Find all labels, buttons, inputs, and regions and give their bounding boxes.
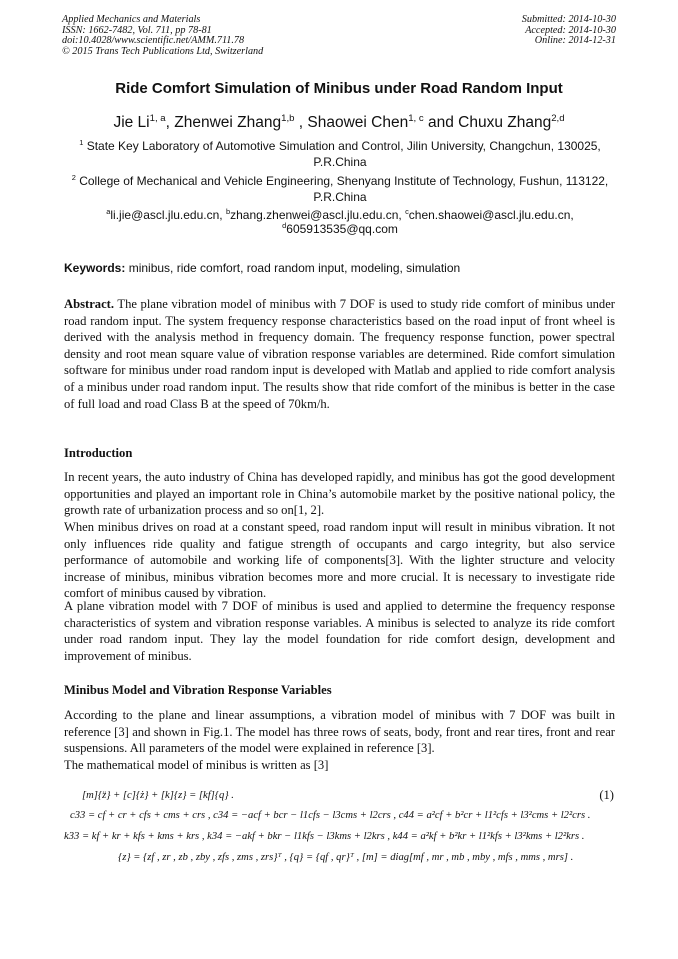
model-intro-line: The mathematical model of minibus is written as [3]: [64, 757, 329, 772]
accepted-date: Accepted: 2014-10-30: [525, 24, 616, 36]
author-emails: [60, 208, 620, 236]
abstract: [64, 296, 615, 412]
journal-name: Applied Mechanics and Materials: [62, 14, 201, 25]
equation-number: (1): [599, 788, 614, 802]
journal-header-right: [522, 15, 616, 47]
section-heading-introduction: Introduction: [64, 446, 133, 460]
author-affiliation-mark: 1, a: [149, 112, 166, 124]
copyright-line: © 2015 Trans Tech Publications Ltd, Switzerland: [62, 45, 264, 57]
author-affiliation-mark: 1, c: [408, 112, 424, 124]
keywords-label: Keywords:: [64, 261, 126, 275]
abstract-label: Abstract.: [64, 297, 115, 311]
email-mark: c: [405, 207, 409, 216]
section-heading-model: Minibus Model and Vibration Response Variables: [64, 683, 332, 697]
journal-header-left: [62, 15, 263, 57]
affiliation-mark: 1: [79, 138, 84, 147]
affiliation-1: [64, 139, 616, 170]
author-affiliation-mark: 1,b: [281, 112, 295, 124]
abstract-text: The plane vibration model of minibus with 7 DOF is used to study ride comfort of minibus under road random input. The system frequency response characteristics based on the road input of front wheel is derived with the analysis method in frequency domain. The frequency response function, power spectral density and root mean square value of vibration response variables are determined. Ride comfort simulation software for minibus under road random input is developed with Matlab and applied to ride comfort analysis of a minibus under road random input. The results show that ride comfort of the minibus is better in the case of full load and road Class B at the speed of 70km/h.: [64, 297, 615, 411]
online-date: Online: 2014-12-31: [534, 35, 616, 47]
email-mark: a: [106, 207, 111, 216]
doi-line: doi:10.4028/www.scientific.net/AMM.711.78: [62, 35, 245, 47]
equation-1: [m]{z̈} + [c]{ż} + [k]{z} = [kf]{q} .: [82, 790, 234, 801]
author-name: Chuxu Zhang: [458, 114, 552, 131]
intro-paragraph: A plane vibration model with 7 DOF of minibus is used and applied to determine the frequency response characteristics of system and vibration response variables. A minibus is selected to analyze its ride comfort under road random input. They lay the model foundation for ride comfort design, development and improvement of minibus.: [64, 599, 615, 663]
model-paragraph-text: According to the plane and linear assumptions, a vibration model of minibus with 7 DOF was built in reference [3] and shown in Fig.1. The model has three rows of seats, body, front and rear tires, front and rear suspensions. All parameters of the model were explained in reference [3].: [64, 708, 615, 756]
submitted-date: Submitted: 2014-10-30: [521, 14, 616, 25]
intro-paragraph: When minibus drives on road at a constant speed, road random input will result in minibus vibration. It not only influences ride quality and fatigue strength of occupants and cargo integrity, but also service performance of automobile and working life of components[3]. With the lighter structure and velocity increase of minibus, minibus vibration becomes more and more crucial. It is necessary to investigate ride comfort of minibus caused by vibration.: [64, 520, 615, 601]
issn-line: ISSN: 1662-7482, Vol. 711, pp 78-81: [62, 24, 212, 36]
equation-damping: c33 = cf + cr + cfs + cms + crs , c34 = −acf + bcr − l1cfs − l3cms + l2crs , c44 = a²cf + b²cr + l1²cfs + l3²cms + l2²crs .: [70, 810, 591, 821]
affiliation-text: College of Mechanical and Vehicle Engineering, Shenyang Institute of Technology, Fushun, 113122, P.R.China: [79, 174, 609, 204]
email-address: zhang.zhenwei@ascl.jlu.edu.cn,: [230, 208, 406, 222]
affiliation-2: [64, 174, 616, 205]
email-mark: b: [225, 207, 231, 216]
equation-vectors: {z} = {zf , zr , zb , zby , zfs , zms , zrs}ᵀ , {q} = {qf , qr}ᵀ , [m] = diag[mf , mr , mb , mby , mfs , mms , mrs] .: [118, 852, 574, 863]
affiliation-text: State Key Laboratory of Automotive Simulation and Control, Jilin University, Changchun, 130025, P.R.China: [86, 139, 601, 169]
author-separator: ,: [165, 114, 175, 131]
author-separator: and: [423, 114, 459, 131]
email-address: 605913535@qq.com: [286, 222, 398, 236]
paper-title: Ride Comfort Simulation of Minibus under Road Random Input: [115, 80, 563, 97]
intro-paragraph: In recent years, the auto industry of China has developed rapidly, and minibus has got the good development opportunities and played an important role in China’s automobile market by the positive national policy, the growth rate of urbanization process and so on[1, 2].: [64, 470, 615, 518]
author-name: Jie Li: [113, 114, 150, 131]
affiliation-mark: 2: [71, 173, 76, 182]
keywords-text: minibus, ride comfort, road random input, modeling, simulation: [125, 261, 461, 275]
author-separator: ,: [294, 114, 308, 131]
keywords: [64, 261, 616, 275]
model-paragraph: [64, 707, 615, 773]
author-name: Zhenwei Zhang: [174, 114, 282, 131]
author-name: Shaowei Chen: [307, 114, 409, 131]
email-address: chen.shaowei@ascl.jlu.edu.cn,: [408, 208, 574, 222]
equation-stiffness: k33 = kf + kr + kfs + kms + krs , k34 = −akf + bkr − l1kfs − l3kms + l2krs , k44 = a²kf + b²kr + l1²kfs + l3²kms + l2²krs .: [64, 831, 585, 842]
email-address: li.jie@ascl.jlu.edu.cn,: [110, 208, 226, 222]
email-mark: d: [282, 221, 287, 230]
author-list: [30, 114, 648, 132]
author-affiliation-mark: 2,d: [551, 112, 565, 124]
